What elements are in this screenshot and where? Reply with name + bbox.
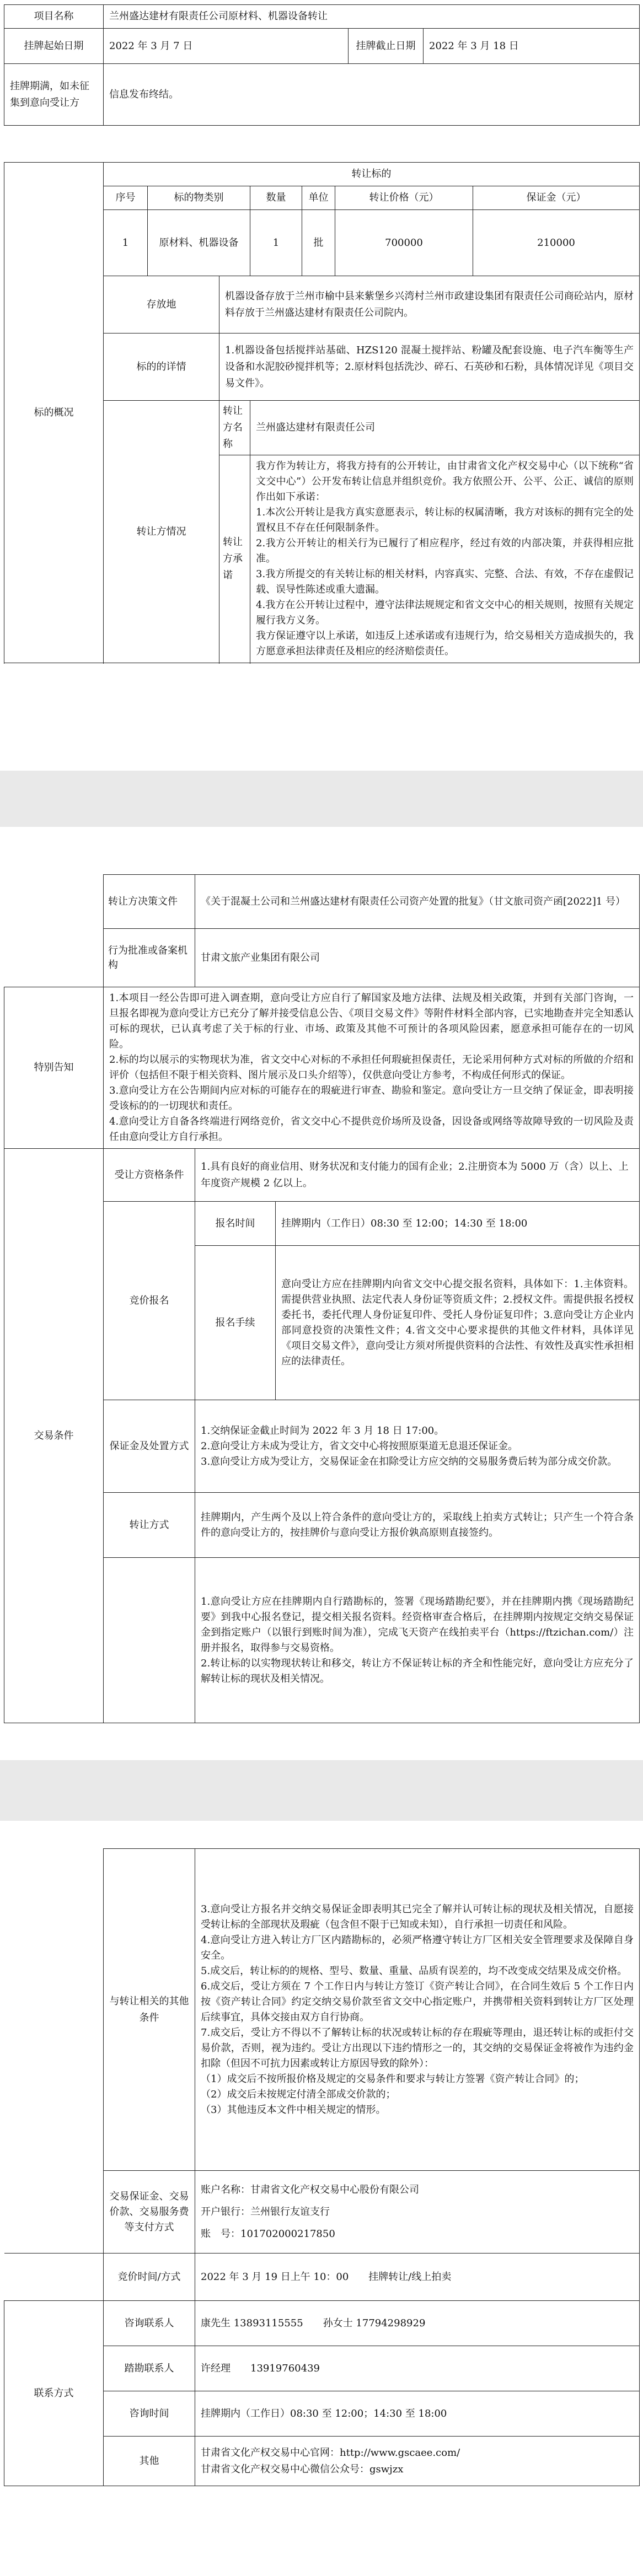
- notice-label: 特别告知: [4, 987, 104, 1149]
- transferor-label: 转让方情况: [104, 401, 219, 663]
- inquiry-contacts: 康先生 13893115555 孙女士 17794298929: [195, 2301, 640, 2346]
- transferor-commitment: [250, 455, 640, 663]
- bid-time: 2022 年 3 月 19 日上午 10：00 挂牌转让/线上拍卖: [195, 2254, 640, 2301]
- reg-proc: 意向受让方应在挂牌期内向省文交中心提交报名资料，具体如下：1.主体资料。需提供营业执照、法定代表人身份证等资质文件；2.授权文件。需提供报名授权委托书，委托代理人身份证复印件、受托人身份证复印件；3.意向受让方企业内部同意投资的决策性文件；4.省文交中心要求提供的其他文件材料，具体详见《项目交易文件》，意向受让方须对所提供资料的合法性、有效性及真实性承担相应的法律责任。: [276, 1246, 640, 1400]
- inquiry-label: 咨询联系人: [104, 2301, 195, 2346]
- subject-header: 转让标的: [104, 163, 640, 186]
- other-conditions-label: 与转让相关的其他条件: [104, 1849, 195, 2171]
- other-item-1: 1.意向受让方应在挂牌期内自行踏勘标的，签署《现场踏勘纪要》，并在挂牌期内携《现场踏勘纪要》到我中心报名登记，提交相关报名资料。经资格审查合格后，在挂牌期内按规定交纳交易保证金到指定账户（以银行到账时间为准），完成飞天资产在线拍卖平台（https://ftzichan.com/）注册并报名，取得参与交易资格。: [201, 1595, 634, 1654]
- col-qty: 数量: [250, 186, 302, 210]
- bid-time-label: 竞价时间/方式: [104, 2254, 195, 2301]
- notice-item-2: 2.标的均以展示的实物现状为准，省文交中心对标的不承担任何瑕疵担保责任，无论采用何种方式对标的所做的介绍和评价（包括但不限于相关资料、图片展示及口头介绍等），仅供意向受让方参考，不构成任何形式的保证。: [109, 1054, 634, 1081]
- col-category: 标的物类别: [148, 186, 250, 210]
- other-contact-label: 其他: [104, 2437, 195, 2486]
- document-page-3: [0, 1821, 643, 2576]
- deposit-label: 保证金及处置方式: [104, 1400, 195, 1493]
- account-info: [195, 2171, 640, 2254]
- project-name-label: 项目名称: [4, 5, 104, 29]
- deposit-item-2: 2.意向受让方未成为受让方，省文交中心将按照原渠道无息退还保证金。: [201, 1440, 518, 1452]
- other-item-6: 6.成交后，受让方须在 7 个工作日内与转让方签订《资产转让合同》，在合同生效后 5 个工作日内按《资产转让合同》约定交纳交易价款至省文交中心指定账户，并携带相关资料到转让方厂区处理后续事宜，具体交接由双方自行协商。: [201, 1980, 634, 2023]
- start-date: 2022 年 3 月 7 日: [104, 29, 349, 64]
- other-conditions: [195, 1558, 640, 1723]
- row-deposit: 210000: [473, 210, 640, 276]
- start-date-label: 挂牌起始日期: [4, 29, 104, 64]
- account-number: 账 号：101702000217850: [201, 2228, 335, 2240]
- transferor-name-label: 转让方名称: [219, 401, 250, 455]
- project-name: 兰州盛达建材有限责任公司原材料、机器设备转让: [104, 5, 640, 29]
- decision-label: 转让方决策文件: [104, 875, 195, 929]
- consult-time-label: 咨询时间: [104, 2391, 195, 2437]
- commit-item-4: 4.我方在公开转让过程中，遵守法律法规规定和省文交中心的相关规则，按照有关规定履行我方义务。: [256, 599, 634, 626]
- notice-item-4: 4.意向受让方自备各终端进行网络竞价，省文交中心不提供竞价场所及设备，因设备或网络等故障导致的一切风险及责任由意向受让方自行承担。: [109, 1116, 634, 1143]
- expiry-value: 信息发布终结。: [104, 64, 640, 126]
- location: 机器设备存放于兰州市榆中县来紫堡乡兴湾村兰州市政建设集团有限责任公司商砼站内，原材料存放于兰州盛达建材有限责任公司院内。: [219, 276, 640, 334]
- row-unit: 批: [302, 210, 335, 276]
- commit-item-1: 1.本次公开转让是我方真实意愿表示，转让标的权属清晰，我方对该标的拥有完全的处置权且不存在任何限制条件。: [256, 507, 634, 534]
- website[interactable]: 甘肃省文化产权交易中心官网：http://www.gscaee.com/: [201, 2446, 460, 2459]
- other-label: [104, 1558, 195, 1723]
- account-name: 账户名称：甘肃省文化产权交易中心股份有限公司: [201, 2184, 419, 2196]
- col-deposit: 保证金（元）: [473, 186, 640, 210]
- wechat-account: 甘肃省文化产权交易中心微信公众号：gswjzx: [201, 2463, 404, 2475]
- document-page-2: [0, 827, 643, 1760]
- other-item-4: 4.意向受让方进入转让方厂区内踏勘标的，必须严格遵守转让方厂区相关安全管理要求及保障自身安全。: [201, 1934, 634, 1961]
- notice-item-3: 3.意向受让方在公告期间内应对标的可能存在的瑕疵进行审查、勘验和鉴定。意向受让方一旦交纳了保证金，即表明接受该标的的一切现状和责任。: [109, 1085, 634, 1112]
- conditions-table: [4, 874, 640, 1723]
- end-date: 2022 年 3 月 18 日: [424, 29, 640, 64]
- trade-label: 交易条件: [4, 1149, 104, 1723]
- other-item-3: 3.意向受让方报名并交纳交易保证金即表明其已完全了解并认可转让标的现状及相关情况，自愿接受转让标的全部现状及瑕疵（包含但不限于已知或未知），自行承担一切责任和风险。: [201, 1903, 634, 1930]
- details-label: 标的的详情: [104, 334, 219, 401]
- overview-label: 标的概况: [4, 163, 104, 663]
- reg-proc-label: 报名手续: [195, 1246, 276, 1400]
- special-notice: [104, 987, 640, 1149]
- qualify: 1.具有良好的商业信用、财务状况和支付能力的国有企业；2.注册资本为 5000 万（含）以上、上年度资产规模 2 亿以上。: [195, 1149, 640, 1202]
- notice-item-1: 1.本项目一经公告即可进入调查期，意向受让方应自行了解国家及地方法律、法规及相关政策，并到有关部门咨询，一旦报名即视为意向受让方已充分了解并接受信息公告、《项目交易文件》等附件材料全部内容，已实地勘查并完全知悉认可标的现状，已认真考虑了关于标的行业、市场、政策及其他不可预计的各项风险因素，愿意承担可能存在的一切风险。: [109, 992, 634, 1050]
- bid-reg-label: 竞价报名: [104, 1202, 195, 1400]
- bank-name: 开户银行：兰州银行友谊支行: [201, 2206, 330, 2218]
- reg-time-label: 报名时间: [195, 1202, 276, 1246]
- contact-label: 联系方式: [4, 2301, 104, 2486]
- transferor-name: 兰州盛达建材有限责任公司: [250, 401, 640, 455]
- commit-guarantee: 我方保证遵守以上承诺，如违反上述承诺或有违规行为，给交易相关方造成损失的，我方愿意承担法律责任及相应的经济赔偿责任。: [256, 630, 634, 657]
- consult-time: 挂牌期内（工作日）08:30 至 12:00；14:30 至 18:00: [195, 2391, 640, 2437]
- qualify-label: 受让方资格条件: [104, 1149, 195, 1202]
- account-label: 交易保证金、交易价款、交易服务费等支付方式: [104, 2171, 195, 2254]
- row-qty: 1: [250, 210, 302, 276]
- expiry-label: 挂牌期满，如未征集到意向受让方: [4, 64, 104, 126]
- method-label: 转让方式: [104, 1493, 195, 1558]
- row-no: 1: [104, 210, 148, 276]
- col-price: 转让价格（元）: [335, 186, 473, 210]
- survey-contact: 许经理 13919760439: [195, 2346, 640, 2391]
- col-no: 序号: [104, 186, 148, 210]
- violation-2: （2）成交后未按规定付清全部成交价款的；: [201, 2088, 396, 2100]
- other-item-5: 5.成交后，转让标的的规格、型号、数量、重量、品质有误差的，均不改变成交结果及成交价格。: [201, 1965, 628, 1977]
- location-label: 存放地: [104, 276, 219, 334]
- contact-table: [4, 1848, 640, 2486]
- deposit-item-3: 3.意向受让方成为受让方，交易保证金在扣除受让方应交纳的交易服务费后转为部分成交价款。: [201, 1455, 618, 1467]
- other-item-7: 7.成交后，受让方不得以不了解转让标的状况或转让标的存在瑕疵等理由，退还转让标的或拒付交易价款，否则，视为违约。受让方出现以下违约情形之一的，其交纳的交易保证金将被作为违约金扣除（但因不可抗力因素或转让方原因导致的除外）：: [201, 2026, 634, 2069]
- other-conditions-cont: [195, 1849, 640, 2171]
- decision-doc: 《关于混凝土公司和兰州盛达建材有限责任公司资产处置的批复》（甘文旅司资产函[2022]1 号）: [195, 875, 640, 929]
- approval-org: 甘肃文旅产业集团有限公司: [195, 929, 640, 987]
- commit-label: 转让方承诺: [219, 455, 250, 663]
- details: 1.机器设备包括搅拌站基础、HZS120 混凝土搅拌站、粉罐及配套设施、电子汽车衡等生产设备和水泥胶砂搅拌机等；2.原材料包括洗沙、碎石、石英砂和石粉，具体情况详见《项目交易文件》。: [219, 334, 640, 401]
- listing-info-table: [4, 4, 640, 126]
- deposit-item-1: 1.交纳保证金截止时间为 2022 年 3 月 18 日 17:00。: [201, 1424, 444, 1437]
- survey-label: 踏勘联系人: [104, 2346, 195, 2391]
- reg-time: 挂牌期内（工作日）08:30 至 12:00；14:30 至 18:00: [276, 1202, 640, 1246]
- transfer-method: 挂牌期内，产生两个及以上符合条件的意向受让方的，采取线上拍卖方式转让；只产生一个符合条件的意向受让方的，按挂牌价与意向受让方报价孰高原则直接签约。: [195, 1493, 640, 1558]
- row-category: 原材料、机器设备: [148, 210, 250, 276]
- violation-3: （3）其他违反本文件中相关规定的情形。: [201, 2104, 386, 2116]
- row-price: 700000: [335, 210, 473, 276]
- deposit-handling: [195, 1400, 640, 1493]
- commit-item-3: 3.我方所提交的有关转让标的相关材料，内容真实、完整、合法、有效，不存在虚假记载、误导性陈述或重大遗漏。: [256, 568, 634, 595]
- other-item-2: 2.转让标的以实物现状转让和移交，转让方不保证转让标的齐全和性能完好，意向受让方应充分了解转让标的现状及相关情况。: [201, 1657, 634, 1685]
- violation-1: （1）成交后不按所报价格及规定的交易条件和要求与转让方签署《资产转让合同》的；: [201, 2073, 585, 2085]
- overview-table: [4, 162, 640, 663]
- document-page-1: [0, 0, 643, 771]
- commit-item-2: 2.我方公开转让的相关行为已履行了相应程序，经过有效的内部决策，并获得相应批准。: [256, 537, 634, 564]
- end-date-label: 挂牌截止日期: [349, 29, 424, 64]
- other-contact: [195, 2437, 640, 2486]
- approval-label: 行为批准或备案机构: [104, 929, 195, 987]
- commit-intro: 我方作为转让方，将我方持有的公开转让，由甘肃省文化产权交易中心（以下统称“省文交中心”）公开发布转让信息并组织竞价。我方依照公开、公平、公正、诚信的原则作出如下承诺：: [256, 460, 634, 503]
- col-unit: 单位: [302, 186, 335, 210]
